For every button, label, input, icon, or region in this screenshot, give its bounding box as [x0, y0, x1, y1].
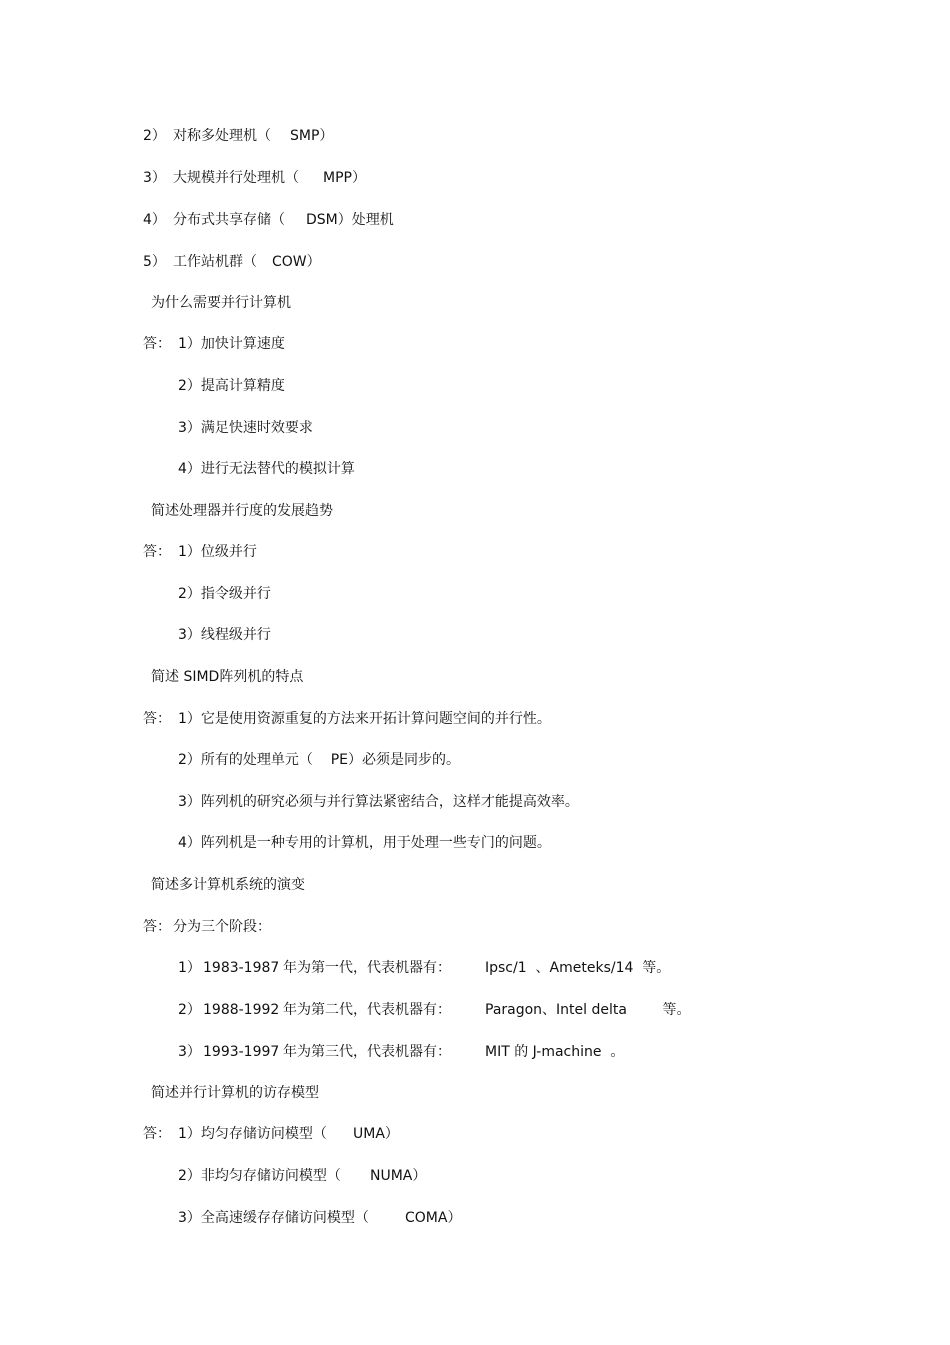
stage-years: 1988-1992 [203, 1002, 280, 1018]
answer-line [0, 416, 313, 440]
item-abbr: DSM）处理机 [306, 212, 394, 228]
answer-line [0, 582, 271, 606]
answer-text: 3）全高速缓存存储访问模型（ [178, 1210, 369, 1226]
item-text: 对称多处理机（ [173, 128, 271, 144]
question-heading [0, 499, 333, 523]
question-heading [0, 1081, 319, 1105]
answer-prefix: 答： [143, 544, 171, 560]
answer-line [0, 790, 579, 814]
answer-text: 3）线程级并行 [178, 627, 271, 643]
answer-text: 分为三个阶段： [173, 919, 271, 935]
answer-text: 2）所有的处理单元（ PE）必须是同步的。 [178, 752, 460, 768]
item-text: 大规模并行处理机（ [173, 170, 299, 186]
answer-prefix: 答： [143, 919, 171, 935]
item-number: 5） [143, 254, 166, 270]
item-abbr: SMP） [290, 128, 334, 144]
stage-machines: Paragon、Intel delta 等。 [485, 1002, 691, 1018]
answer-text: 4）阵列机是一种专用的计算机，用于处理一些专门的问题。 [178, 835, 551, 851]
item-number: 4） [143, 212, 166, 228]
answer-abbr: UMA） [353, 1126, 399, 1142]
answer-line [0, 748, 460, 772]
answer-text: 1）它是使用资源重复的方法来开拓计算问题空间的并行性。 [178, 711, 551, 727]
answer-line [0, 457, 355, 481]
stage-desc: 年为第三代，代表机器有： [283, 1044, 451, 1060]
list-item [0, 250, 321, 274]
answer-text: 2）指令级并行 [178, 586, 271, 602]
answer-text: 1）均匀存储访问模型（ [178, 1126, 327, 1142]
answer-line [0, 1122, 399, 1146]
question-heading [0, 291, 291, 315]
answer-text: 1）位级并行 [178, 544, 257, 560]
answer-abbr: COMA） [405, 1210, 462, 1226]
answer-prefix: 答： [143, 1126, 171, 1142]
stage-years: 1983-1987 [203, 960, 280, 976]
item-number: 2） [143, 128, 166, 144]
answer-prefix: 答： [143, 711, 171, 727]
answer-line [0, 374, 285, 398]
stage-desc: 年为第一代，代表机器有： [283, 960, 451, 976]
answer-text: 2）非均匀存储访问模型（ [178, 1168, 341, 1184]
answer-text: 2）提高计算精度 [178, 378, 285, 394]
stage-line [0, 1040, 625, 1064]
stage-years: 1993-1997 [203, 1044, 280, 1060]
list-item [0, 166, 366, 190]
item-text: 工作站机群（ [173, 254, 257, 270]
answer-line [0, 707, 551, 731]
question-text: 为什么需要并行计算机 [151, 295, 291, 311]
answer-line [0, 540, 257, 564]
item-text: 分布式共享存储（ [173, 212, 285, 228]
answer-text: 1）加快计算速度 [178, 336, 285, 352]
question-text: 简述多计算机系统的演变 [151, 877, 305, 893]
answer-prefix: 答： [143, 336, 171, 352]
item-abbr: COW） [272, 254, 321, 270]
item-number: 3） [143, 170, 166, 186]
question-text: 简述处理器并行度的发展趋势 [151, 503, 333, 519]
stage-number: 1） [178, 960, 201, 976]
stage-number: 3） [178, 1044, 201, 1060]
answer-text: 3）阵列机的研究必须与并行算法紧密结合，这样才能提高效率。 [178, 794, 579, 810]
answer-line [0, 623, 271, 647]
question-heading [0, 873, 305, 897]
answer-abbr: NUMA） [370, 1168, 427, 1184]
list-item [0, 124, 334, 148]
stage-desc: 年为第二代，代表机器有： [283, 1002, 451, 1018]
answer-line [0, 332, 285, 356]
answer-line [0, 915, 271, 939]
list-item [0, 208, 394, 232]
answer-line [0, 831, 551, 855]
stage-line [0, 956, 671, 980]
item-abbr: MPP） [323, 170, 366, 186]
answer-line [0, 1206, 462, 1230]
question-text: 简述 SIMD阵列机的特点 [151, 669, 304, 685]
answer-text: 4）进行无法替代的模拟计算 [178, 461, 355, 477]
stage-number: 2） [178, 1002, 201, 1018]
answer-line [0, 1164, 427, 1188]
question-text: 简述并行计算机的访存模型 [151, 1085, 319, 1101]
answer-text: 3）满足快速时效要求 [178, 420, 313, 436]
stage-line [0, 998, 691, 1022]
question-heading [0, 665, 304, 689]
stage-machines: Ipsc/1 、Ameteks/14 等。 [485, 960, 671, 976]
stage-machines: MIT 的 J-machine 。 [485, 1044, 625, 1060]
